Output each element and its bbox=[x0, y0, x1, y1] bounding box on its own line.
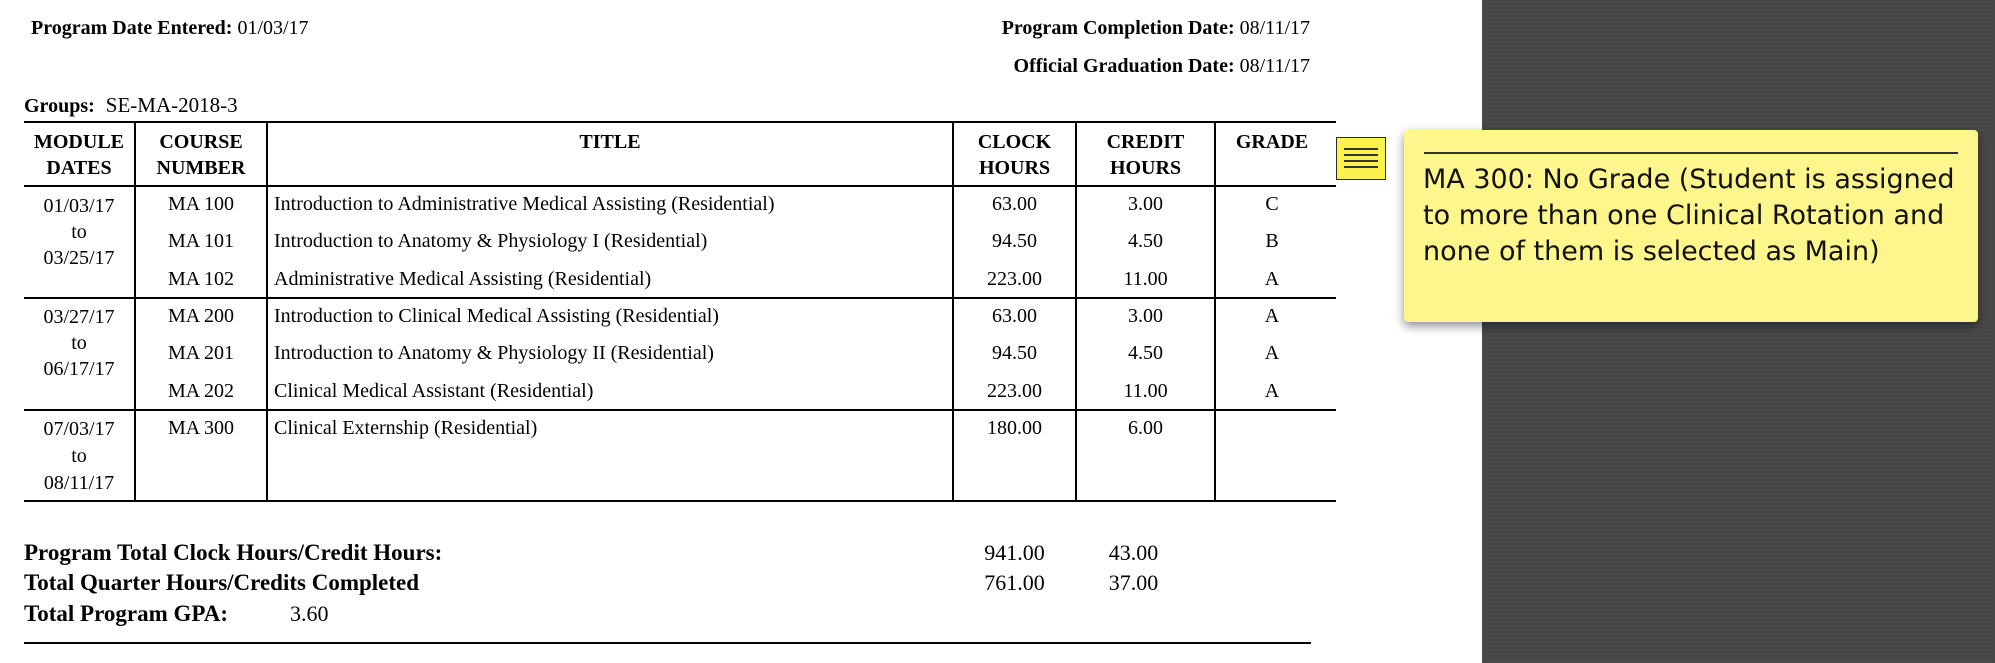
header-course-number: COURSE NUMBER bbox=[156, 131, 246, 179]
grade: A bbox=[1264, 268, 1280, 290]
credit-hours: 6.00 bbox=[1128, 417, 1163, 439]
note-title-bar bbox=[1424, 152, 1958, 154]
course-title: Introduction to Clinical Medical Assisting (Residential) bbox=[274, 305, 719, 327]
program-total-label: Program Total Clock Hours/Credit Hours: bbox=[24, 540, 443, 565]
quarter-total-credit: 37.00 bbox=[1108, 570, 1159, 595]
course-title: Clinical Externship (Residential) bbox=[274, 417, 538, 439]
graduation-date bbox=[1014, 55, 1310, 78]
grade: A bbox=[1264, 305, 1280, 327]
course-title: Clinical Medical Assistant (Residential) bbox=[274, 380, 594, 402]
sticky-note-popup[interactable] bbox=[1404, 130, 1978, 322]
header-clock-hours: CLOCK HOURS bbox=[977, 131, 1052, 179]
course-number: MA 300 bbox=[167, 417, 235, 439]
credit-hours: 11.00 bbox=[1123, 380, 1168, 402]
module-divider bbox=[24, 409, 1336, 411]
module-dates: 07/03/17 to 08/11/17 bbox=[43, 418, 115, 494]
course-title: Introduction to Administrative Medical Assisting (Residential) bbox=[274, 193, 775, 215]
module-dates: 03/27/17 to 06/17/17 bbox=[43, 306, 115, 380]
grade: A bbox=[1264, 342, 1280, 364]
course-title: Introduction to Anatomy & Physiology II (Residential) bbox=[274, 342, 714, 364]
gpa-label: Total Program GPA: bbox=[24, 601, 228, 626]
credit-hours: 4.50 bbox=[1128, 230, 1163, 252]
grade: C bbox=[1265, 193, 1279, 215]
viewer-sidebar bbox=[1482, 0, 1995, 663]
course-number: MA 201 bbox=[167, 342, 235, 364]
graduation-date-value: 08/11/17 bbox=[1239, 55, 1310, 77]
table-bottom-rule bbox=[24, 500, 1336, 502]
module-dates: 01/03/17 to 03/25/17 bbox=[43, 195, 115, 269]
header-module-dates: MODULE DATES bbox=[34, 131, 124, 179]
completion-date-label: Program Completion Date: bbox=[1001, 17, 1235, 39]
header-grade: GRADE bbox=[1235, 131, 1309, 153]
credit-hours: 3.00 bbox=[1128, 305, 1163, 327]
header-rule bbox=[24, 185, 1336, 187]
course-number: MA 100 bbox=[167, 193, 235, 215]
course-number: MA 200 bbox=[167, 305, 235, 327]
completion-date-value: 08/11/17 bbox=[1239, 17, 1310, 39]
program-total-credit: 43.00 bbox=[1108, 540, 1159, 565]
clock-hours: 180.00 bbox=[987, 417, 1042, 439]
clock-hours: 63.00 bbox=[992, 305, 1037, 327]
clock-hours: 223.00 bbox=[987, 380, 1042, 402]
course-title: Administrative Medical Assisting (Residential) bbox=[274, 268, 652, 290]
date-entered-value: 01/03/17 bbox=[237, 17, 309, 39]
date-entered-label: Program Date Entered: bbox=[31, 17, 233, 39]
clock-hours: 94.50 bbox=[992, 230, 1037, 252]
table-top-rule bbox=[24, 121, 1336, 123]
course-number: MA 202 bbox=[167, 380, 235, 402]
grade: B bbox=[1265, 230, 1279, 252]
footer-rule bbox=[24, 642, 1311, 644]
clock-hours: 63.00 bbox=[992, 193, 1037, 215]
quarter-total-label: Total Quarter Hours/Credits Completed bbox=[24, 570, 420, 595]
header-credit-hours: CREDIT HOURS bbox=[1106, 131, 1185, 179]
completion-date bbox=[1002, 17, 1310, 40]
quarter-total-clock: 761.00 bbox=[984, 570, 1045, 595]
clock-hours: 94.50 bbox=[992, 342, 1037, 364]
graduation-date-label: Official Graduation Date: bbox=[1013, 55, 1235, 77]
column-rule bbox=[266, 122, 268, 502]
date-entered bbox=[31, 17, 309, 40]
program-total-clock: 941.00 bbox=[984, 540, 1045, 565]
groups-label: Groups: bbox=[24, 95, 95, 117]
course-number: MA 101 bbox=[167, 230, 235, 252]
gpa-value: 3.60 bbox=[290, 601, 329, 626]
groups bbox=[24, 93, 238, 118]
credit-hours: 4.50 bbox=[1128, 342, 1163, 364]
sticky-note-icon[interactable] bbox=[1336, 137, 1386, 180]
course-title: Introduction to Anatomy & Physiology I (Residential) bbox=[274, 230, 708, 252]
clock-hours: 223.00 bbox=[987, 268, 1042, 290]
note-text: MA 300: No Grade (Student is assigned to more than one Clinical Rotation and none of them is selected as Main) bbox=[1423, 164, 1955, 267]
groups-value: SE-MA-2018-3 bbox=[105, 93, 238, 117]
credit-hours: 11.00 bbox=[1123, 268, 1168, 290]
credit-hours: 3.00 bbox=[1128, 193, 1163, 215]
grade: A bbox=[1264, 380, 1280, 402]
module-divider bbox=[24, 297, 1336, 299]
header-title: TITLE bbox=[579, 131, 641, 153]
course-number: MA 102 bbox=[167, 268, 235, 290]
